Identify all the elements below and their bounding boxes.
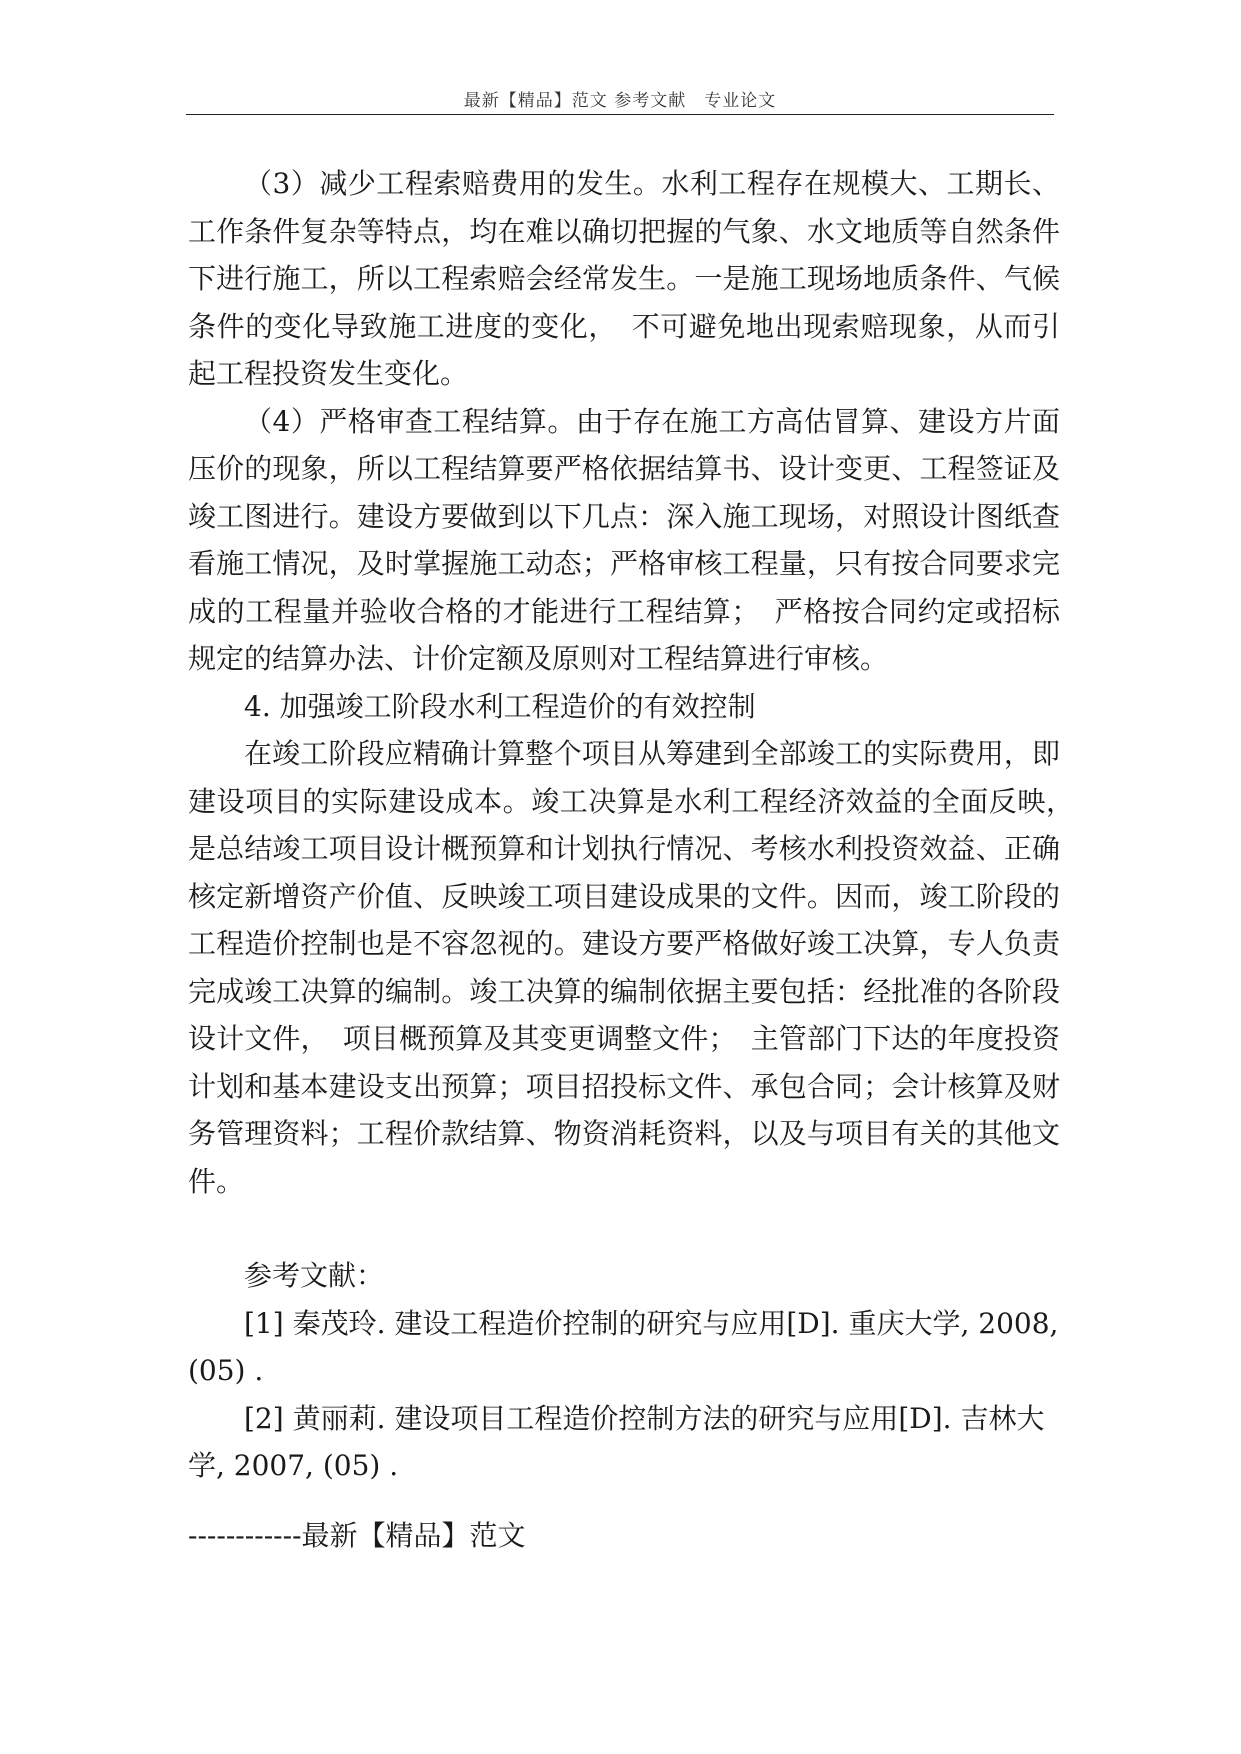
header-divider	[186, 114, 1054, 115]
section-heading: 4. 加强竣工阶段水利工程造价的有效控制	[244, 689, 756, 723]
page-header: 最新【精品】范文 参考文献 专业论文	[463, 91, 777, 111]
reference-item: [2] 黄丽莉. 建设项目工程造价控制方法的研究与应用[D]. 吉林大学, 2007, (05) .	[188, 1401, 1045, 1482]
page-footer: ------------最新【精品】范文	[188, 1519, 526, 1552]
references-title: 参考文献：	[244, 1259, 385, 1292]
paragraph-completion-stage: 在竣工阶段应精确计算整个项目从筹建到全部竣工的实际费用，即建设项目的实际建设成本。竣工决算是水利工程经济效益的全面反映， 是总结竣工项目设计概预算和计划执行情况、考核水利投资效益、正确核定新增资产价值、反映竣工项目建设成果的文件。因而，竣工阶段的工程造价控制也是不容忽视的。建设方要严格做好竣工决算，专人负责完成竣工决算的编制。竣工决算的编制依据主要包括：经批准的各阶段设计文件， 项目概预算及其变更调整文件； 主管部门下达的年度投资计划和基本建设支出预算；项目招投标文件、承包合同；会计核算及财务管理资料；工程价款结算、物资消耗资料，以及与项目有关的其他文件。	[188, 737, 1089, 1198]
document-body	[188, 160, 1089, 1490]
paragraph-settlement-review: （4）严格审查工程结算。由于存在施工方高估冒算、建设方片面压价的现象，所以工程结算要严格依据结算书、设计变更、工程签证及竣工图进行。建设方要做到以下几点：深入施工现场，对照设计图纸查看施工情况，及时掌握施工动态；严格审核工程量，只有按合同要求完成的工程量并验收合格的才能进行工程结算； 严格按合同约定或招标规定的结算办法、计价定额及原则对工程结算进行审核。	[188, 404, 1060, 675]
reference-item: [1] 秦茂玲. 建设工程造价控制的研究与应用[D]. 重庆大学, 2008, (05) .	[188, 1306, 1059, 1387]
spacer	[188, 1205, 1060, 1252]
paragraph-claims: （3）减少工程索赔费用的发生。水利工程存在规模大、工期长、工作条件复杂等特点，均在难以确切把握的气象、水文地质等自然条件下进行施工，所以工程索赔会经常发生。一是施工现场地质条件、气候条件的变化导致施工进度的变化， 不可避免地出现索赔现象，从而引起工程投资发生变化。	[188, 167, 1060, 390]
